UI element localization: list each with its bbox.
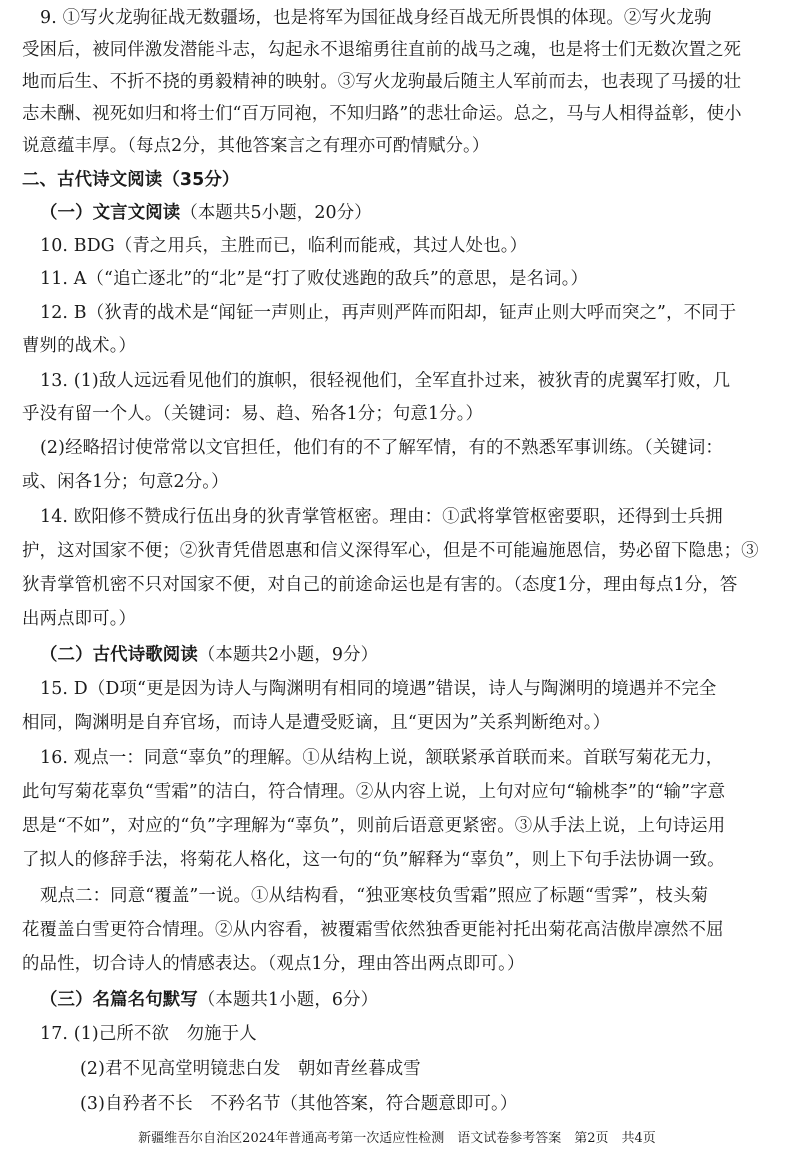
part-1-note: （本题共5小题，20分） xyxy=(180,203,372,223)
part-1-title: （一）文言文阅读 xyxy=(40,203,181,223)
q14-line-1: 14. 欧阳修不赞成行伍出身的狄青掌管枢密。理由：①武将掌管枢密要职，还得到士兵拥 xyxy=(40,507,723,527)
q9-line-2: 受困后，被同伴激发潜能斗志，勾起永不退缩勇往直前的战马之魂，也是将士们无数次置之死 xyxy=(22,40,742,60)
q11-answer: 11. A（“追亡逐北”的“北”是“打了败仗逃跑的敌兵”的意思，是名词。） xyxy=(40,269,589,289)
q16-line-3: 思是“不如”，对应的“负”字理解为“辜负”，则前后语意更紧密。③从手法上说，上句诗运用 xyxy=(22,816,726,836)
q16-line-7: 的品性，切合诗人的情感表达。（观点1分，理由答出两点即可。） xyxy=(22,954,525,974)
part-2-note: （本题共2小题，9分） xyxy=(197,645,379,665)
q15-line-1: 15. D（D项“更是因为诗人与陶渊明有相同的境遇”错误，诗人与陶渊明的境遇并不完全 xyxy=(40,679,717,699)
q17-line-1: 17. (1)己所不欲 勿施于人 xyxy=(40,1024,257,1044)
section-2-heading: 二、古代诗文阅读（35分） xyxy=(22,170,240,190)
page-footer: 新疆维吾尔自治区2024年普通高考第一次适应性检测 语文试卷参考答案 第2页 共4页 xyxy=(138,1131,656,1146)
q16-line-6: 花覆盖白雪更符合情理。②从内容看，被覆霜雪依然独香更能衬托出菊花高洁傲岸凛然不屈 xyxy=(22,920,724,940)
q9-line-1: 9. ①写火龙驹征战无数疆场，也是将军为国征战身经百战无所畏惧的体现。②写火龙驹 xyxy=(40,8,712,28)
q16-line-2: 此句写菊花辜负“雪霜”的洁白，符合情理。②从内容上说，上句对应句“输桃李”的“输”字意 xyxy=(22,782,726,802)
q16-line-4: 了拟人的修辞手法，将菊花人格化，这一句的“负”解释为“辜负”，则上下句手法协调一致。 xyxy=(22,850,725,870)
q10-answer: 10. BDG（青之用兵，主胜而已，临利而能戒，其过人处也。） xyxy=(40,236,528,256)
q13-line-1: 13. (1)敌人远远看见他们的旗帜，很轻视他们，全军直扑过来，被狄青的虎翼军打败，几 xyxy=(40,371,731,391)
part-3-title: （三）名篇名句默写 xyxy=(40,990,198,1010)
q9-line-3: 地而后生、不折不挠的勇毅精神的映射。③写火龙驹最后随主人军前而去，也表现了马援的壮 xyxy=(22,72,742,92)
q13-line-2: 乎没有留一个人。（关键词：易、趋、殆各1分；句意1分。） xyxy=(22,404,484,424)
q16-line-5: 观点二：同意“覆盖”一说。①从结构看，“独亚寒枝负雪霜”照应了标题“雪霁”，枝头菊 xyxy=(40,886,709,906)
part-1-heading xyxy=(40,201,774,225)
part-2-title: （二）古代诗歌阅读 xyxy=(40,645,198,665)
q14-line-2: 护，这对国家不便；②狄青凭借恩惠和信义深得军心，但是不可能遍施恩信，势必留下隐患；③ xyxy=(22,541,759,561)
q14-line-3: 狄青掌管机密不只对国家不便，对自己的前途命运也是有害的。（态度1分，理由每点1分，答 xyxy=(22,575,738,595)
q17-line-3: (3)自矜者不长 不矜名节（其他答案，符合题意即可。） xyxy=(80,1094,518,1114)
q9-line-5: 说意蕴丰厚。（每点2分，其他答案言之有理亦可酌情赋分。） xyxy=(22,136,490,156)
q9-line-4: 志未酬、视死如归和将士们“百万同袍，不知归路”的悲壮命运。总之，马与人相得益彰，使小 xyxy=(22,104,742,124)
part-3-heading xyxy=(40,988,774,1012)
q13-line-3: (2)经略招讨使常常以文官担任，他们有的不了解军情，有的不熟悉军事训练。（关键词： xyxy=(40,438,723,458)
q16-line-1: 16. 观点一：同意“辜负”的理解。①从结构上说，颔联紧承首联而来。首联写菊花无力， xyxy=(40,748,724,768)
q13-line-4: 或、闲各1分；句意2分。） xyxy=(22,472,229,492)
q14-line-4: 出两点即可。） xyxy=(22,609,137,629)
q17-line-2: (2)君不见高堂明镜悲白发 朝如青丝暮成雪 xyxy=(80,1059,421,1079)
q12-line-2: 曹刿的战术。） xyxy=(22,336,137,356)
part-3-note: （本题共1小题，6分） xyxy=(197,990,379,1010)
part-2-heading xyxy=(40,643,774,667)
q12-line-1: 12. B（狄青的战术是“闻钲一声则止，再声则严阵而阳却，钲声止则大呼而突之”，不同于 xyxy=(40,303,737,323)
q15-line-2: 相同，陶渊明是自弃官场，而诗人是遭受贬谪，且“更因为”关系判断绝对。） xyxy=(22,713,611,733)
